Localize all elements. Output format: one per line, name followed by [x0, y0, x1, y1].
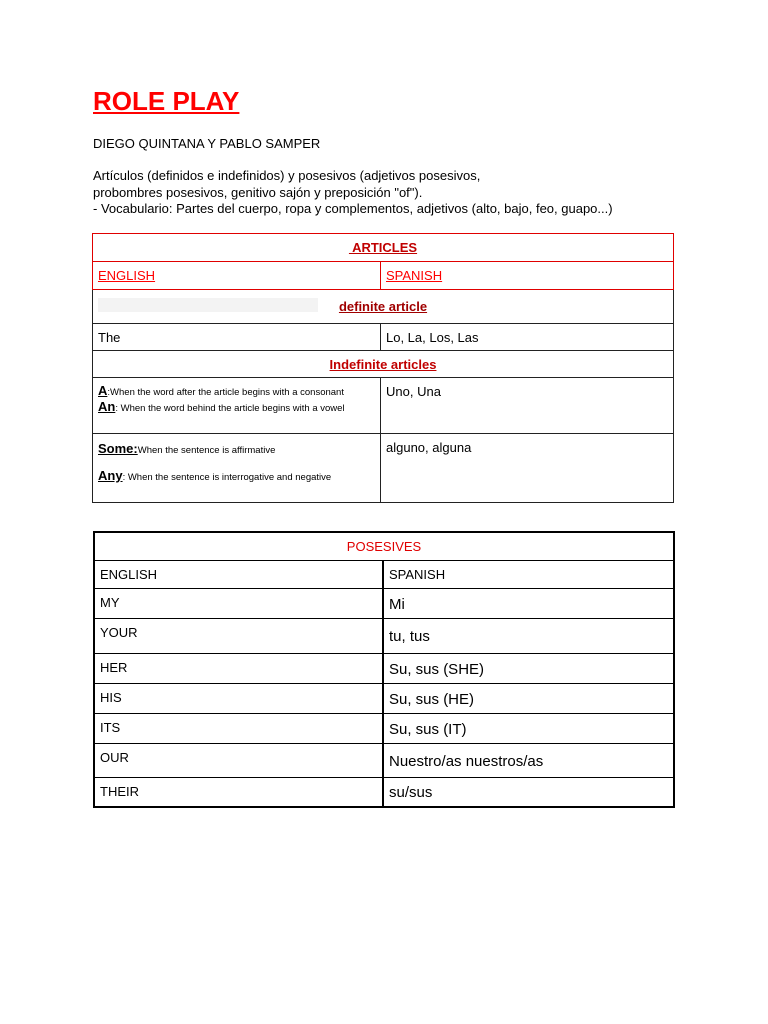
- some-any-english: [93, 434, 381, 503]
- definite-article-label: definite article: [338, 299, 428, 314]
- posesive-spanish: tu, tus: [383, 618, 674, 653]
- intro-line: - Vocabulario: Partes del cuerpo, ropa y complementos, adjetivos (alto, bajo, feo, guapo...): [93, 201, 613, 216]
- definite-english: The: [93, 324, 381, 351]
- posesives-header: POSESIVES: [94, 532, 674, 560]
- an-word: An: [98, 399, 116, 414]
- any-word: Any: [98, 468, 123, 483]
- a-word: A: [98, 383, 108, 398]
- any-description: : When the sentence is interrogative and negative: [122, 472, 332, 483]
- posesive-english: HER: [94, 653, 383, 683]
- some-any-spanish: alguno, alguna: [381, 434, 674, 503]
- posesive-spanish: su/sus: [383, 777, 674, 807]
- intro-paragraph: [93, 168, 693, 218]
- posesive-spanish: Su, sus (IT): [383, 713, 674, 743]
- some-description: When the sentence is affirmative: [137, 445, 276, 456]
- col-header-spanish: SPANISH: [383, 560, 674, 588]
- posesive-english: OUR: [94, 743, 383, 777]
- posesive-english: ITS: [94, 713, 383, 743]
- posesive-spanish: Nuestro/as nuestros/as: [383, 743, 674, 777]
- posesive-spanish: Mi: [383, 588, 674, 618]
- intro-line: Artículos (definidos e indefinidos) y posesivos (adjetivos posesivos,: [93, 168, 481, 183]
- posesive-english: MY: [94, 588, 383, 618]
- definite-spanish: Lo, La, Los, Las: [381, 324, 674, 351]
- some-word: Some:: [98, 441, 138, 456]
- col-header-spanish: SPANISH: [381, 262, 674, 290]
- intro-line: probombres posesivos, genitivo sajón y preposición "of").: [93, 184, 423, 200]
- indefinite-articles-header: Indefinite articles: [93, 351, 674, 378]
- definite-article-header: [93, 290, 674, 324]
- posesive-spanish: Su, sus (SHE): [383, 653, 674, 683]
- authors-line: DIEGO QUINTANA Y PABLO SAMPER: [93, 136, 321, 151]
- a-description: :When the word after the article begins with a consonant: [107, 387, 344, 398]
- a-an-spanish: Uno, Una: [381, 378, 674, 434]
- an-description: : When the word behind the article begins with a vowel: [115, 403, 345, 414]
- posesive-spanish: Su, sus (HE): [383, 683, 674, 713]
- document-title: ROLE PLAY: [93, 86, 240, 116]
- posesive-english: THEIR: [94, 777, 383, 807]
- col-header-english: ENGLISH: [94, 560, 383, 588]
- posesive-english: HIS: [94, 683, 383, 713]
- articles-table: [92, 233, 674, 503]
- posesive-english: YOUR: [94, 618, 383, 653]
- articles-header: ARTICLES: [93, 234, 674, 262]
- a-an-english: [93, 378, 381, 434]
- posesives-table: [93, 531, 675, 808]
- col-header-english: ENGLISH: [93, 262, 381, 290]
